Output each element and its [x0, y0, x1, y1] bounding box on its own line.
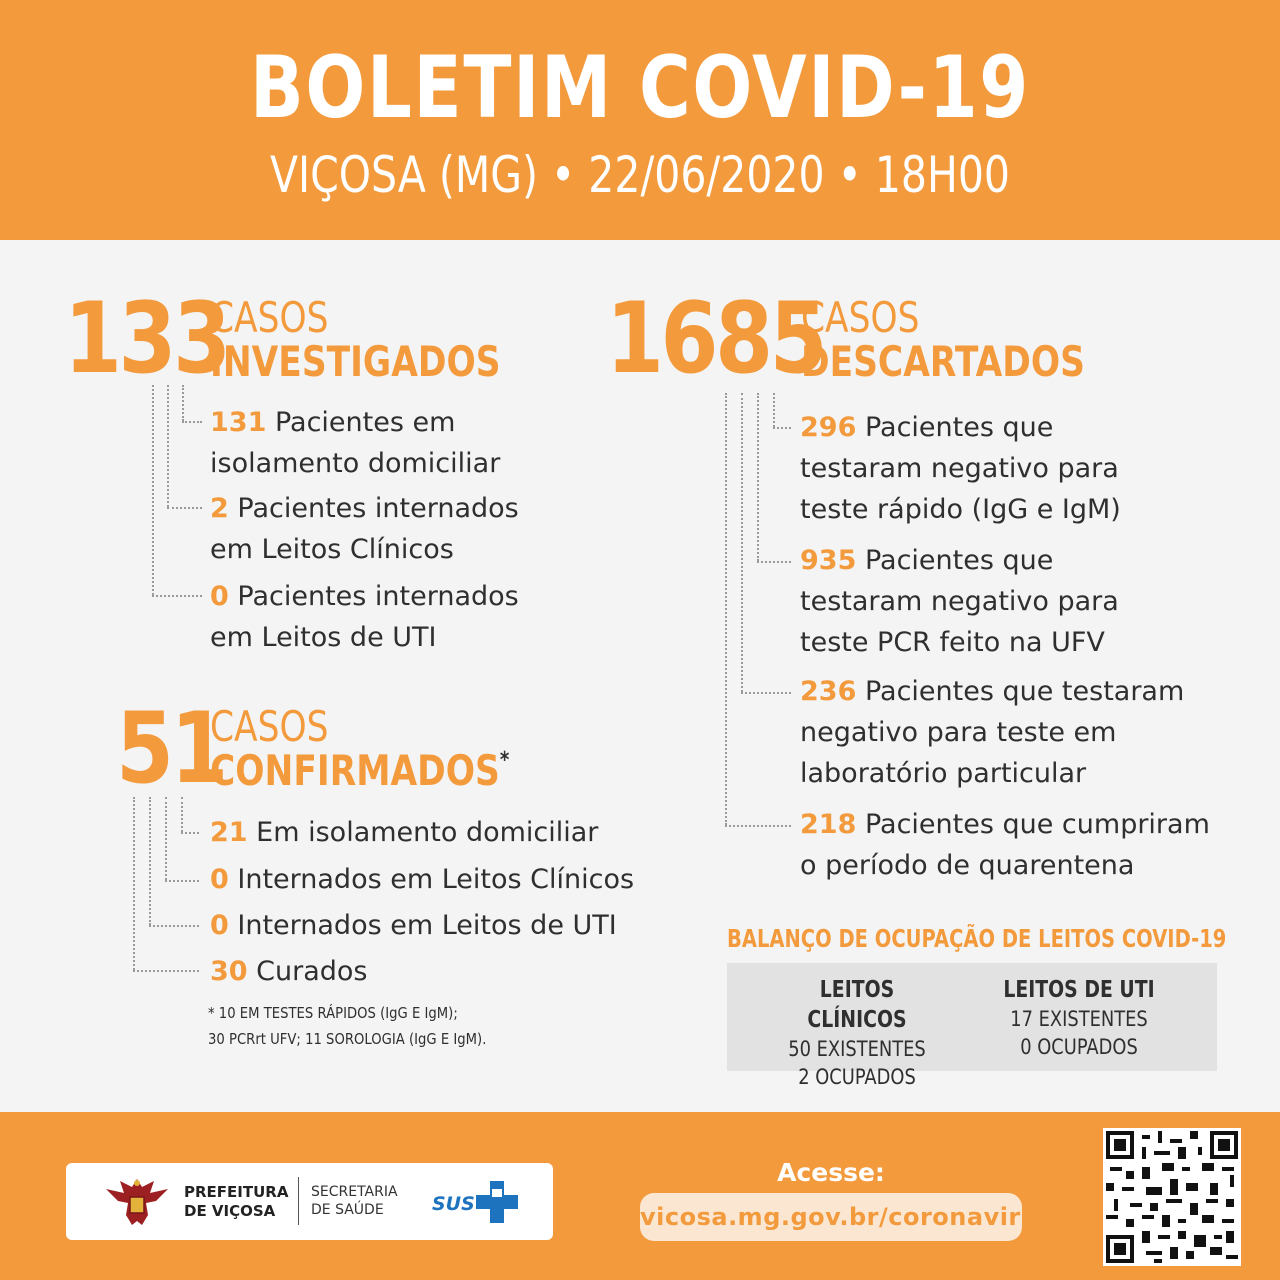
investigados-item-number: 0: [210, 581, 229, 612]
prefeitura-line: DE VIÇOSA: [184, 1202, 276, 1220]
leitos-clinicos-column: [757, 975, 957, 1091]
confirmados-item: [210, 951, 368, 992]
descartados-label: [801, 293, 1085, 386]
descartados-item-text: Pacientes que testaram: [856, 676, 1185, 707]
logo-divider: [298, 1177, 299, 1225]
descartados-item: [800, 540, 1119, 663]
sus-text: SUS: [432, 1193, 475, 1215]
descartados-item-text: laboratório particular: [800, 758, 1087, 789]
descartados-item-text: Pacientes que: [856, 412, 1054, 443]
investigados-item: [210, 576, 519, 658]
investigados-label-bottom: INVESTIGADOS: [210, 337, 501, 386]
descartados-item: [800, 407, 1121, 530]
descartados-item-text: Pacientes que: [856, 545, 1054, 576]
page-subtitle: VIÇOSA (MG) • 22/06/2020 • 18H00: [269, 146, 1011, 204]
qr-code-icon[interactable]: [1103, 1128, 1241, 1266]
descartados-item-number: 935: [800, 545, 857, 576]
header-banner: [0, 0, 1280, 240]
investigados-label-top: CASOS: [210, 293, 329, 342]
descartados-item-number: 296: [800, 412, 857, 443]
confirmados-item-number: 0: [210, 910, 229, 941]
confirmados-total: 51: [116, 692, 226, 806]
descartados-total: 1685: [606, 282, 825, 396]
descartados-item-text: o período de quarentena: [800, 850, 1135, 881]
investigados-item-text: em Leitos de UTI: [210, 622, 437, 653]
descartados-item-text: teste PCR feito na UFV: [800, 627, 1105, 658]
leitos-uti-label: LEITOS DE UTI: [1003, 977, 1155, 1003]
leitos-clinicos-existentes: 50 EXISTENTES: [788, 1037, 926, 1061]
confirmados-item: [210, 905, 617, 946]
descartados-item-number: 218: [800, 809, 857, 840]
confirmados-item-number: 30: [210, 956, 248, 987]
website-link[interactable]: vicosa.mg.gov.br/coronavirus: [640, 1193, 1022, 1241]
balanco-box: [727, 963, 1217, 1089]
confirmados-item-text: Internados em Leitos de UTI: [228, 910, 617, 941]
investigados-item-text: Pacientes internados: [228, 493, 519, 524]
secretaria-line: SECRETARIA: [311, 1184, 398, 1200]
confirmados-label-bottom: CONFIRMADOS: [210, 746, 500, 795]
confirmados-item-number: 0: [210, 864, 229, 895]
descartados-item-number: 236: [800, 676, 857, 707]
descartados-item: [800, 804, 1210, 886]
confirmados-footnote: [208, 1000, 486, 1052]
leitos-clinicos-ocupados: 2 OCUPADOS: [798, 1065, 916, 1089]
secretaria-name: [311, 1183, 398, 1219]
investigados-item-text: em Leitos Clínicos: [210, 534, 454, 565]
leitos-uti-column: [979, 975, 1179, 1061]
prefeitura-line: PREFEITURA: [184, 1183, 289, 1201]
leitos-uti-existentes: 17 EXISTENTES: [1010, 1007, 1148, 1031]
confirmados-label: [210, 702, 510, 795]
investigados-item-text: Pacientes internados: [228, 581, 519, 612]
confirmados-asterisk: *: [499, 748, 510, 773]
confirmados-item-text: Internados em Leitos Clínicos: [228, 864, 635, 895]
descartados-item: [800, 671, 1184, 794]
page-title: BOLETIM COVID-19: [250, 38, 1030, 138]
footnote-line: 30 PCRrt UFV; 11 SOROLOGIA (IgG E IgM).: [208, 1030, 487, 1048]
secretaria-line: DE SAÚDE: [311, 1202, 384, 1218]
descartados-item-text: teste rápido (IgG e IgM): [800, 494, 1121, 525]
descartados-label-bottom: DESCARTADOS: [801, 337, 1085, 386]
descartados-item-text: testaram negativo para: [800, 453, 1119, 484]
prefeitura-crest-icon: [102, 1175, 172, 1229]
investigados-item-text: isolamento domiciliar: [210, 448, 501, 479]
confirmados-item-text: Curados: [247, 956, 368, 987]
descartados-label-top: CASOS: [801, 293, 920, 342]
investigados-item-number: 2: [210, 493, 229, 524]
acesse-label: Acesse:: [777, 1158, 885, 1187]
confirmados-item: [210, 812, 598, 853]
balanco-title: BALANÇO DE OCUPAÇÃO DE LEITOS COVID-19: [727, 924, 1227, 953]
qr-code-pattern: [1106, 1131, 1238, 1263]
logo-box: [66, 1163, 553, 1240]
leitos-clinicos-label: LEITOS CLÍNICOS: [807, 977, 907, 1033]
footnote-line: * 10 EM TESTES RÁPIDOS (IgG E IgM);: [208, 1004, 458, 1022]
investigados-item-number: 131: [210, 407, 267, 438]
investigados-item-text: Pacientes em: [266, 407, 456, 438]
descartados-item-text: testaram negativo para: [800, 586, 1119, 617]
confirmados-item-number: 21: [210, 817, 248, 848]
sus-cross-icon: [474, 1179, 520, 1225]
investigados-total: 133: [64, 282, 228, 396]
investigados-item: [210, 402, 500, 484]
confirmados-label-top: CASOS: [210, 702, 329, 751]
descartados-item-text: negativo para teste em: [800, 717, 1117, 748]
confirmados-item: [210, 859, 634, 900]
leitos-uti-ocupados: 0 OCUPADOS: [1020, 1035, 1138, 1059]
descartados-item-text: Pacientes que cumpriram: [856, 809, 1210, 840]
prefeitura-name: [184, 1183, 288, 1221]
confirmados-item-text: Em isolamento domiciliar: [247, 817, 599, 848]
investigados-label: [210, 293, 501, 386]
investigados-item: [210, 488, 519, 570]
